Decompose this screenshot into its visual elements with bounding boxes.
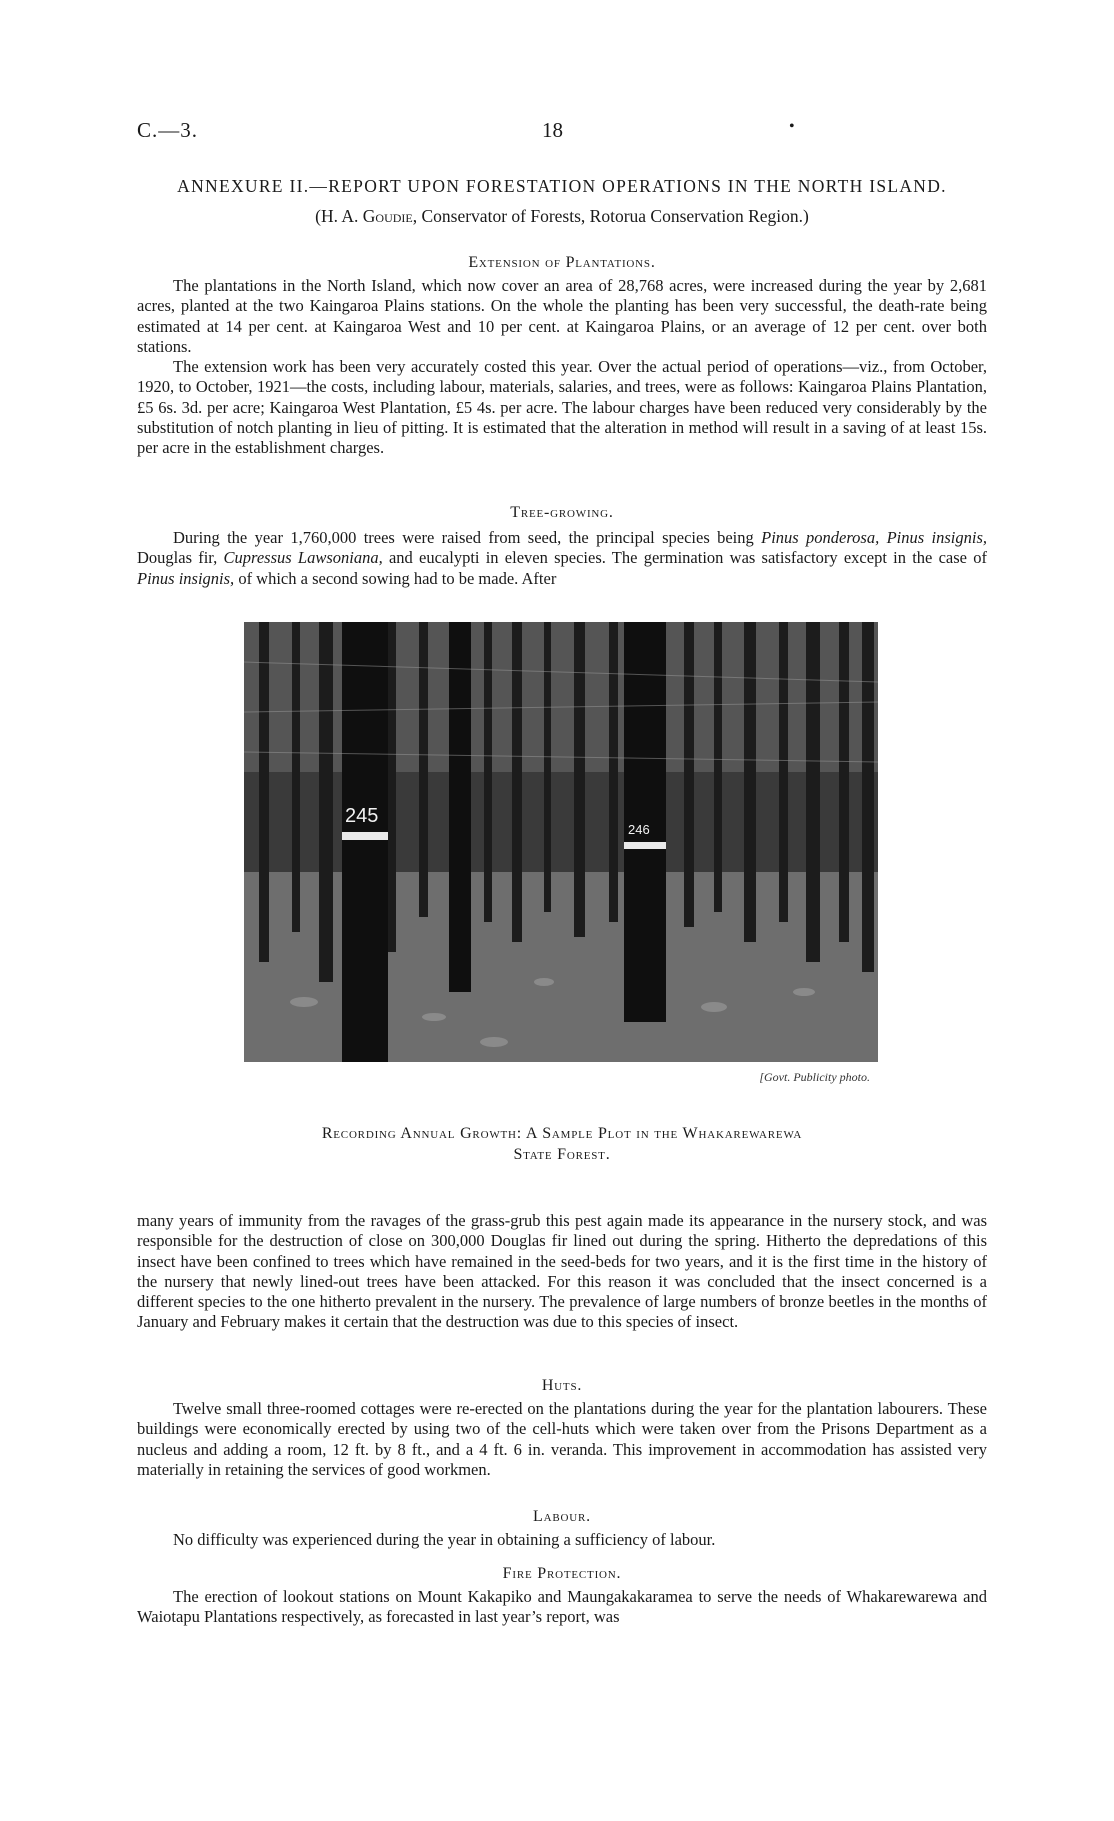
forest-photograph — [244, 622, 878, 1082]
report-heading — [137, 174, 987, 228]
tg-text-3: and eucalypti in eleven species. The germination was satisfactory except in the case of — [382, 548, 987, 568]
heading-fire-protection: Fire Protection. — [502, 1565, 622, 1582]
tg-text-1: During the year 1,760,000 trees were raised from seed, the principal species being — [173, 528, 762, 547]
tg-text-2: Douglas fir, — [137, 548, 224, 568]
author-open: (H. A. — [315, 206, 363, 226]
print-dot: • — [789, 118, 795, 135]
report-author — [137, 204, 987, 228]
section-labour — [137, 1507, 987, 1550]
tree-number-246: 246 — [628, 822, 650, 837]
caption-line-2: State Forest. — [513, 1146, 611, 1163]
author-name: Goudie — [362, 206, 413, 226]
section-fire-protection — [137, 1564, 987, 1628]
heading-extension: Extension of Plantations. — [468, 254, 656, 271]
photo-caption — [137, 1123, 987, 1165]
heading-labour: Labour. — [533, 1508, 591, 1525]
tg-text-4: of which a second sowing had to be made. After — [234, 568, 557, 588]
section-tree-growing — [137, 503, 987, 589]
document-code: C.—3. — [137, 118, 199, 142]
photo-frame — [244, 622, 878, 1062]
extension-paragraph-1: The plantations in the North Island, which now cover an area of 28,768 acres, were increased during the year by 2,681 acres, planted at the two Kaingaroa Plains stations. On the whole the planting has been very successful, the death-rate being estimated at 14 per cent. at Kaingaroa West and 10 per cent. at Kaingaroa Plains, or an average of 12 per cent. over both stations. — [137, 276, 987, 356]
tree-number-245: 245 — [345, 805, 379, 827]
photo-credit: [Govt. Publicity photo. — [759, 1070, 870, 1084]
continuation-paragraph: many years of immunity from the ravages of the grass-grub this pest again made its appearance in the nursery stock, and was responsible for the destruction of close on 300,000 Douglas fir lined out during the spring. Hitherto the depredations of this insect have been confined to trees which have remained in the seed-beds for two years, and it is the first time in the history of the nursery that newly lined-out trees have been attacked. For this reason it was concluded that the insect concerned is a different species to the one hitherto prevalent in the nursery. The prevalence of large numbers of bronze beetles in the months of January and February makes it certain that the destruction was due to this species of insect. — [137, 1211, 987, 1332]
tg-species-3: Pinus insignis, — [137, 568, 235, 588]
tg-species-2: Cupressus Lawsoniana, — [223, 548, 383, 568]
tree-growing-paragraph — [137, 528, 987, 589]
report-title: ANNEXURE II.—REPORT UPON FORESTATION OPERATIONS IN THE NORTH ISLAND. — [177, 176, 947, 196]
caption-line-1: Recording Annual Growth: A Sample Plot in the Whakarewarewa — [321, 1125, 803, 1142]
tg-species-1: Pinus ponderosa, Pinus insignis, — [761, 528, 987, 547]
continuation-section — [137, 1211, 987, 1333]
extension-paragraph-2: The extension work has been very accurately costed this year. Over the actual period of operations—viz., from October, 1920, to October, 1921—the costs, including labour, materials, salaries, and trees, were as follows: Kaingaroa Plains Plantation, £5 6s. 3d. per acre; Kaingaroa West Plantation, £5 4s. per acre. The labour charges have been reduced very considerably by the substitution of notch planting in lieu of pitting. It is estimated that the alteration in method will result in a saving of at least 15s. per acre in the establishment charges. — [137, 357, 987, 458]
section-extension — [137, 253, 987, 459]
fire-protection-paragraph: The erection of lookout stations on Mount Kakapiko and Maungakakaramea to serve the needs of Whakarewarewa and Waiotapu Plantations respectively, as forecasted in last year’s report, was — [137, 1587, 987, 1627]
page-number: 18 — [542, 118, 563, 142]
labour-paragraph: No difficulty was experienced during the year in obtaining a sufficiency of labour. — [173, 1530, 716, 1549]
section-huts — [137, 1376, 987, 1480]
heading-tree-growing: Tree-growing. — [510, 504, 614, 521]
huts-paragraph: Twelve small three-roomed cottages were re-erected on the plantations during the year for the plantation labourers. These buildings were economically erected by using two of the cell-huts which were taken over from the Prisons Department as a nucleus and adding a room, 12 ft. by 8 ft., and a 4 ft. 6 in. veranda. This improvement in accommodation has assisted very materially in retaining the services of good workmen. — [137, 1399, 987, 1479]
page-header — [0, 118, 1114, 148]
forest-photo-image — [244, 622, 878, 1062]
heading-huts: Huts. — [541, 1377, 583, 1394]
author-title: , Conservator of Forests, Rotorua Conservation Region.) — [412, 206, 809, 226]
